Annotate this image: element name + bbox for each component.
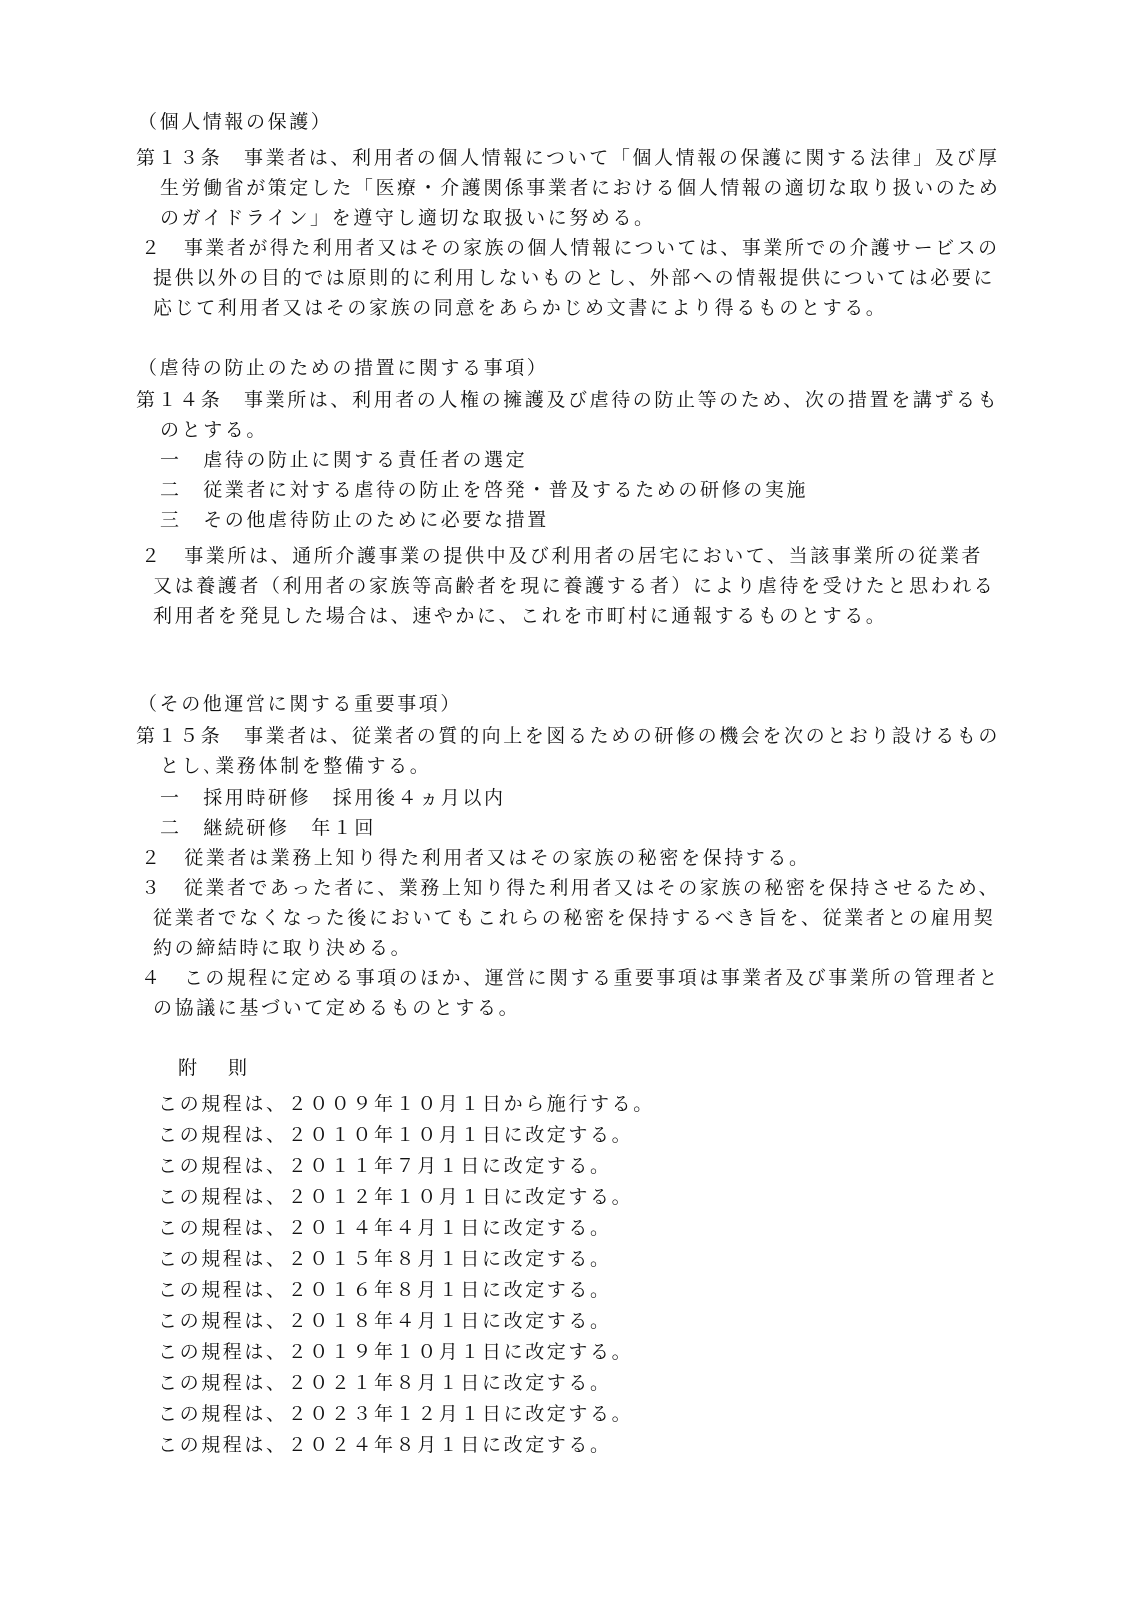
paragraph-text: ２ 事業所は、通所介護事業の提供中及び利用者の居宅において、当該事業所の従業者 — [141, 545, 984, 567]
revision-entry: この規程は、２０１４年４月１日に改定する。 — [158, 1217, 612, 1239]
list-item: 二 従業者に対する虐待の防止を啓発・普及するための研修の実施 — [160, 479, 809, 501]
article-text: とし､業務体制を整備する。 — [160, 755, 432, 777]
revision-entry: この規程は、２０１９年１０月１日に改定する。 — [158, 1341, 634, 1363]
paragraph-text: ２ 事業者が得た利用者又はその家族の個人情報については、事業所での介護サービスの — [141, 237, 1000, 259]
article-text: 第１５条 事業者は、従業者の質的向上を図るための研修の機会を次のとおり設けるもの — [136, 725, 1001, 747]
list-item: 二 継続研修 年１回 — [160, 817, 377, 839]
list-item: 一 採用時研修 採用後４ヵ月以内 — [160, 787, 506, 809]
revision-entry: この規程は、２０１６年８月１日に改定する。 — [158, 1279, 612, 1301]
paragraph-text: ４ この規程に定める事項のほか、運営に関する重要事項は事業者及び事業所の管理者と — [141, 967, 1001, 989]
section-heading: （個人情報の保護） — [138, 111, 333, 133]
section-heading: （その他運営に関する重要事項） — [138, 693, 463, 715]
article-text: 第１４条 事業所は、利用者の人権の擁護及び虐待の防止等のため、次の措置を講ずるも — [136, 389, 1000, 411]
article-text: 第１３条 事業者は、利用者の個人情報について「個人情報の保護に関する法律」及び厚 — [136, 147, 1000, 169]
revision-entry: この規程は、２０１５年８月１日に改定する。 — [158, 1248, 612, 1270]
paragraph-text: の協議に基づいて定めるものとする。 — [153, 997, 521, 1019]
paragraph-text: ３ 従業者であった者に、業務上知り得た利用者又はその家族の秘密を保持させるため、 — [141, 877, 1001, 899]
section-heading: （虐待の防止のための措置に関する事項） — [138, 357, 549, 379]
revision-entry: この規程は、２０２３年１２月１日に改定する。 — [158, 1403, 634, 1425]
revision-entry: この規程は、２０１２年１０月１日に改定する。 — [158, 1186, 634, 1208]
list-item: 一 虐待の防止に関する責任者の選定 — [160, 449, 528, 471]
revision-entry: この規程は、２０１０年１０月１日に改定する。 — [158, 1124, 634, 1146]
paragraph-text: 従業者でなくなった後においてもこれらの秘密を保持するべき旨を、従業者との雇用契 — [153, 907, 996, 929]
revision-entry: この規程は、２０２４年８月１日に改定する。 — [158, 1434, 612, 1456]
article-text: のガイドライン」を遵守し適切な取扱いに努める。 — [160, 207, 656, 229]
paragraph-text: 約の締結時に取り決める。 — [153, 937, 413, 959]
article-text: のとする。 — [160, 419, 269, 441]
paragraph-text: ２ 従業者は業務上知り得た利用者又はその家族の秘密を保持する。 — [141, 847, 811, 869]
paragraph-text: 提供以外の目的では原則的に利用しないものとし、外部への情報提供については必要に — [153, 267, 996, 289]
article-text: 生労働省が策定した「医療・介護関係事業者における個人情報の適切な取り扱いのため — [160, 177, 1001, 199]
list-item: 三 その他虐待防止のために必要な措置 — [160, 509, 549, 531]
paragraph-text: 応じて利用者又はその家族の同意をあらかじめ文書により得るものとする。 — [153, 297, 888, 319]
supplementary-heading: 附 則 — [178, 1057, 254, 1079]
revision-entry: この規程は、２０２１年８月１日に改定する。 — [158, 1372, 612, 1394]
revision-entry: この規程は、２０１８年４月１日に改定する。 — [158, 1310, 612, 1332]
paragraph-text: 利用者を発見した場合は、速やかに、これを市町村に通報するものとする。 — [153, 605, 888, 627]
revision-entry: この規程は、２０１１年７月１日に改定する。 — [158, 1155, 612, 1177]
revision-entry: この規程は、２００９年１０月１日から施行する。 — [158, 1093, 655, 1115]
paragraph-text: 又は養護者（利用者の家族等高齢者を現に養護する者）により虐待を受けたと思われる — [153, 575, 996, 597]
